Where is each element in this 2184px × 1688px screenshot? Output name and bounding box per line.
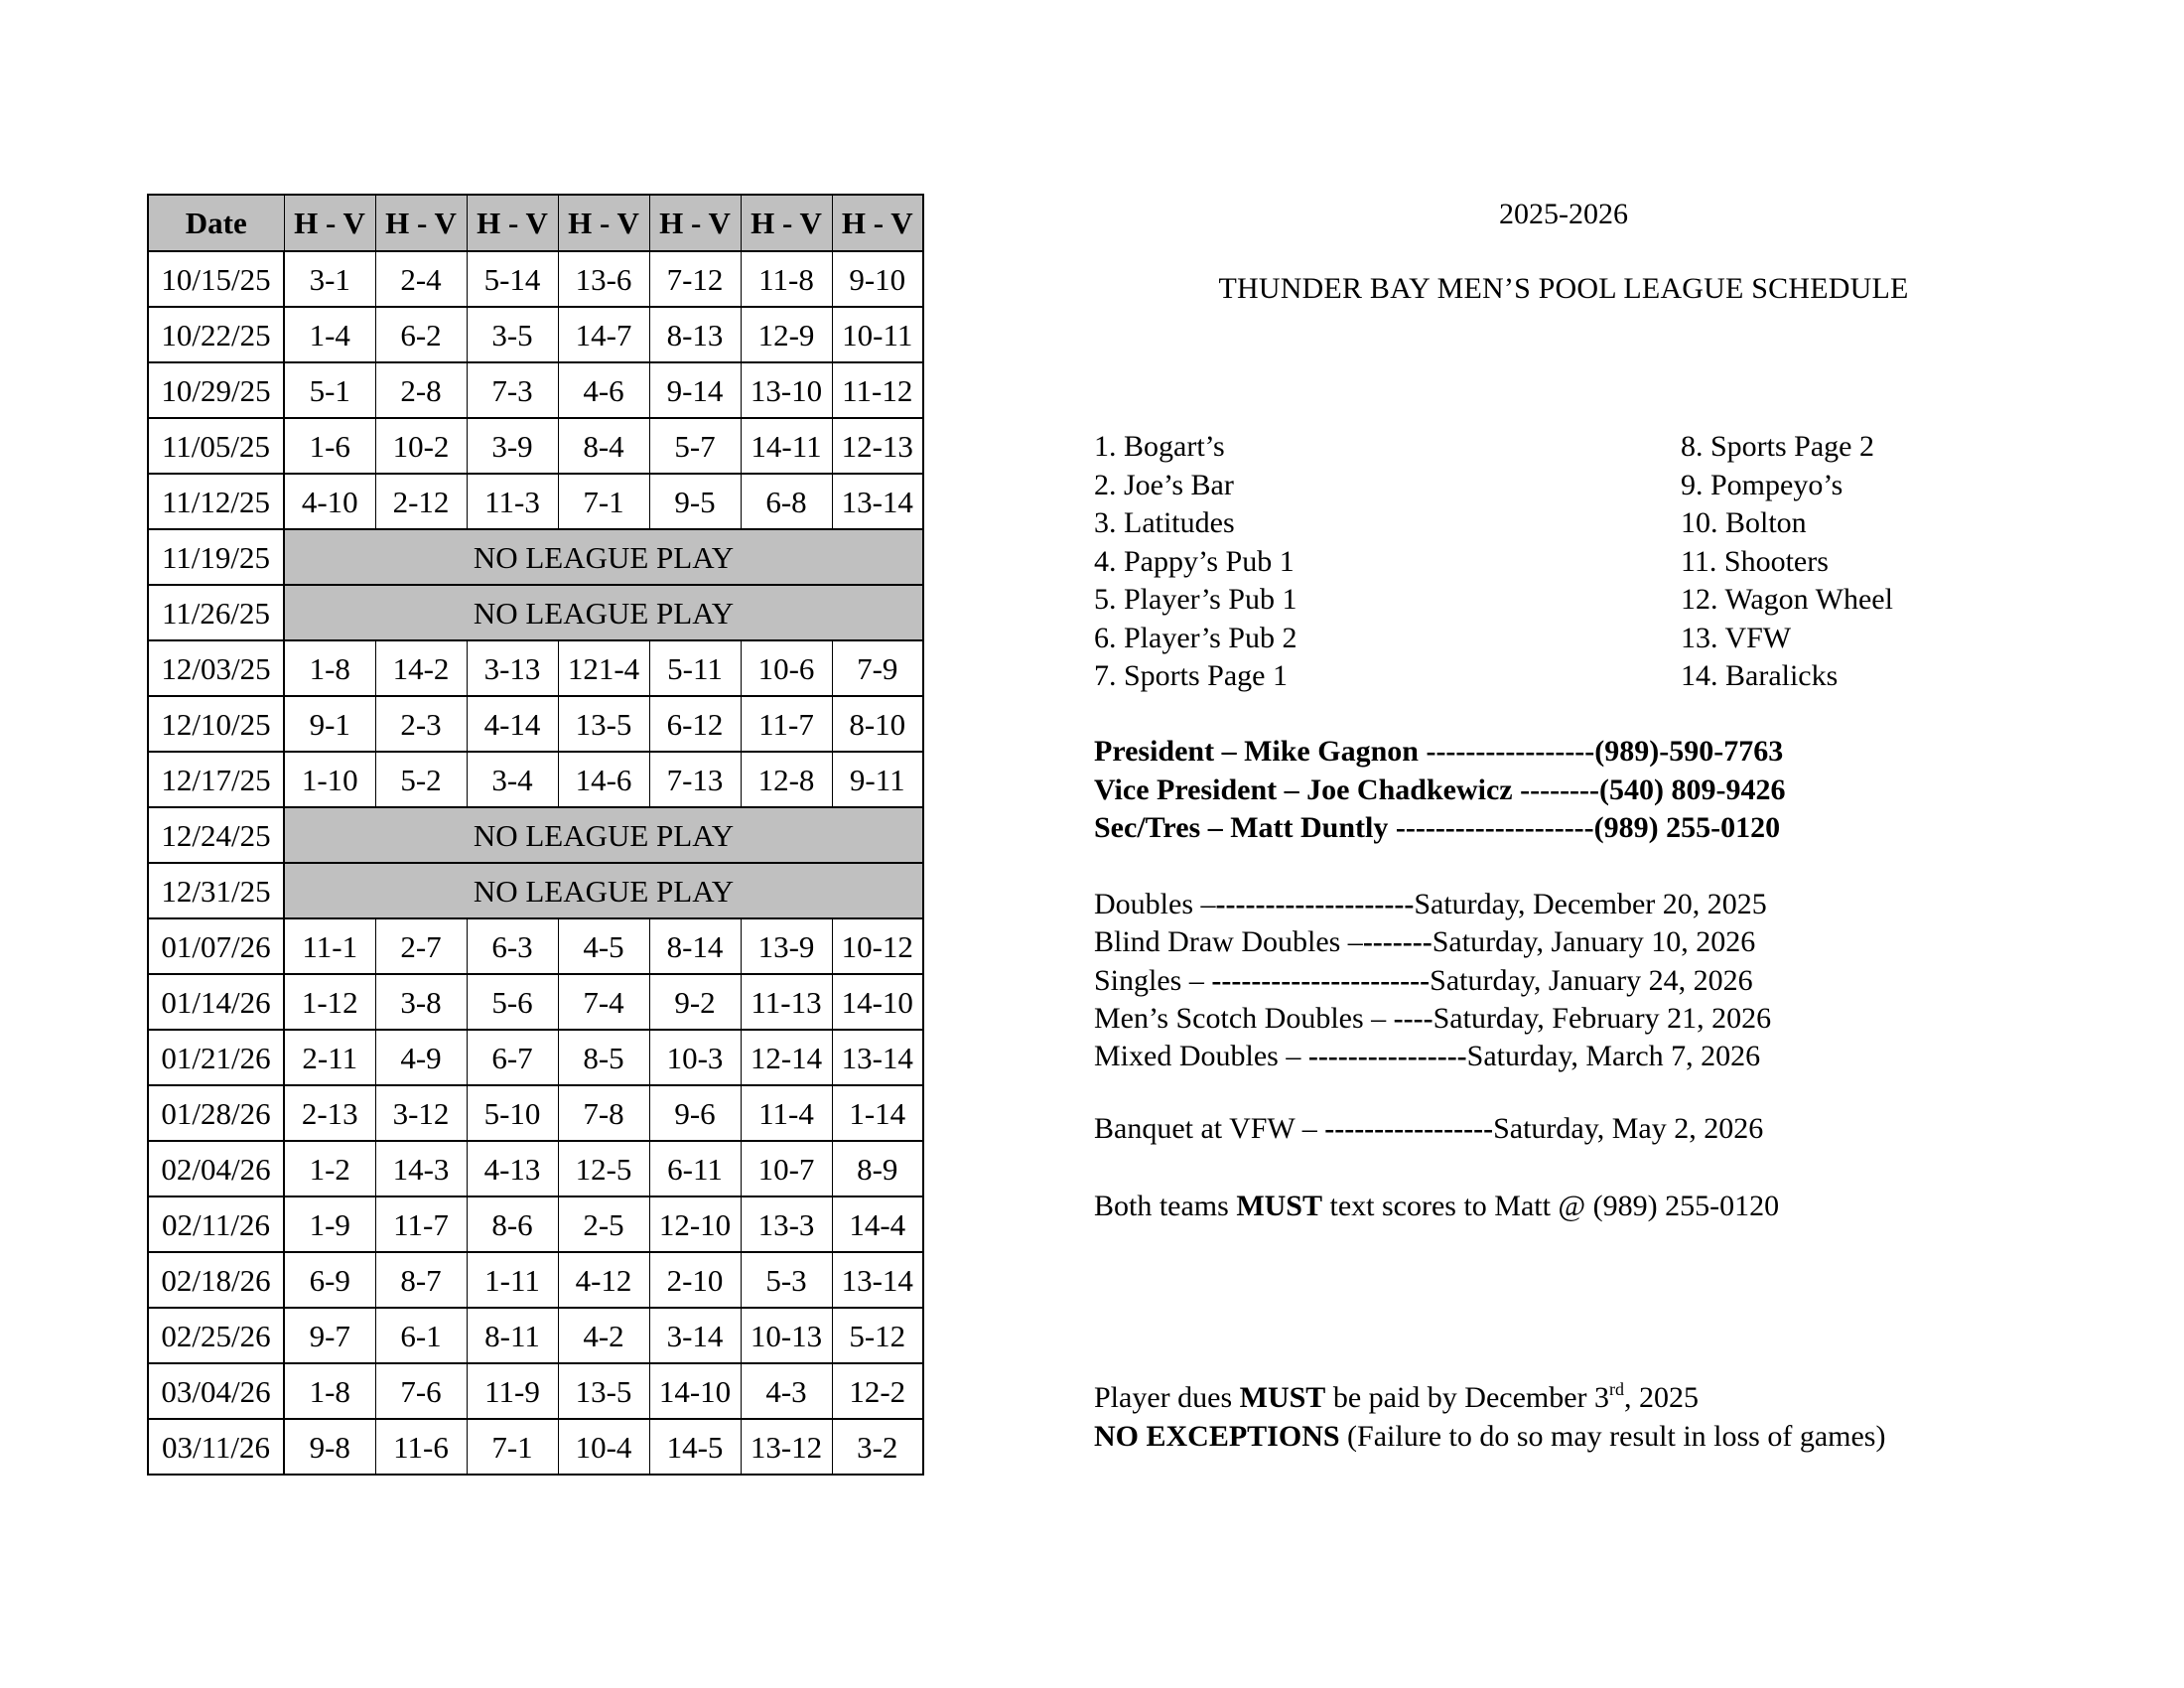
match-cell: 13-5 [558,696,649,752]
table-row [148,1030,923,1085]
event-name: Doubles – [1094,888,1216,920]
no-league-play-cell: NO LEAGUE PLAY [284,807,923,863]
officer-role-name: President – Mike Gagnon [1094,735,1427,768]
date-cell: 12/31/25 [148,863,284,918]
table-row [148,918,923,974]
leader-dashes: ---- [1393,1001,1433,1035]
event-doubles [1094,886,1771,923]
table-row [148,474,923,529]
match-cell: 6-11 [649,1141,741,1196]
table-row [148,1252,923,1308]
event-name: Men’s Scotch Doubles – [1094,1001,1394,1035]
match-cell: 4-6 [558,362,649,418]
match-cell: 14-11 [741,418,832,474]
table-row [148,1196,923,1252]
match-cell: 3-12 [375,1085,467,1141]
match-cell: 8-11 [467,1308,558,1363]
match-cell: 8-7 [375,1252,467,1308]
match-cell: 2-12 [375,474,467,529]
no-league-play-cell: NO LEAGUE PLAY [284,585,923,640]
match-cell: 10-7 [741,1141,832,1196]
event-date: Saturday, May 2, 2026 [1493,1112,1764,1145]
match-cell: 11-6 [375,1419,467,1475]
leader-dashes: ---------------- [1307,1040,1467,1073]
schedule-body [148,251,923,1475]
leader-dashes: ----------------- [1324,1112,1494,1145]
notice-text: Both teams [1094,1190,1237,1222]
match-cell: 6-2 [375,307,467,362]
match-cell: 9-8 [284,1419,375,1475]
match-cell: 1-6 [284,418,375,474]
match-cell: 2-10 [649,1252,741,1308]
team-list-item: 6. Player’s Pub 2 [1094,621,1297,654]
date-cell: 11/05/25 [148,418,284,474]
team-list-left [1094,428,1297,696]
team-list-item: 14. Baralicks [1681,659,1839,692]
date-cell: 02/11/26 [148,1196,284,1252]
team-list-item: 2. Joe’s Bar [1094,468,1234,501]
notice-text: (Failure to do so may result in loss of games) [1339,1420,1886,1453]
team-list-item: 13. VFW [1681,621,1792,654]
match-cell: 7-9 [832,640,923,696]
match-cell: 13-6 [558,251,649,307]
match-cell: 8-13 [649,307,741,362]
team-list-item: 3. Latitudes [1094,506,1235,539]
match-cell: 14-10 [649,1363,741,1419]
match-cell: 1-4 [284,307,375,362]
match-cell: 3-9 [467,418,558,474]
match-cell: 5-14 [467,251,558,307]
date-cell: 12/10/25 [148,696,284,752]
match-cell: 5-3 [741,1252,832,1308]
no-exceptions-line [1094,1417,1885,1456]
team-list-item: 10. Bolton [1681,506,1807,539]
match-cell: 3-2 [832,1419,923,1475]
match-cell: 1-8 [284,1363,375,1419]
table-row [148,1308,923,1363]
column-header-match: H - V [284,195,375,251]
match-cell: 1-12 [284,974,375,1030]
table-row [148,418,923,474]
match-cell: 13-14 [832,474,923,529]
column-header-match: H - V [649,195,741,251]
table-row-no-play [148,585,923,640]
table-row-no-play [148,863,923,918]
officer-role-name: Vice President – Joe Chadkewicz [1094,773,1521,806]
team-list-item: 1. Bogart’s [1094,430,1225,463]
match-cell: 7-13 [649,752,741,807]
date-cell: 12/24/25 [148,807,284,863]
match-cell: 5-7 [649,418,741,474]
schedule-table [147,194,924,1476]
match-cell: 11-7 [741,696,832,752]
match-cell: 2-3 [375,696,467,752]
match-cell: 11-1 [284,918,375,974]
date-cell: 02/04/26 [148,1141,284,1196]
match-cell: 9-5 [649,474,741,529]
column-header-match: H - V [741,195,832,251]
table-row [148,307,923,362]
officer-sec-tres [1094,809,1786,848]
leader-dashes: -------------------- [1215,888,1415,920]
table-row-no-play [148,529,923,585]
match-cell: 2-11 [284,1030,375,1085]
leader-dashes: ----------------- [1426,735,1595,768]
match-cell: 10-4 [558,1419,649,1475]
match-cell: 4-12 [558,1252,649,1308]
match-cell: 12-10 [649,1196,741,1252]
match-cell: 11-9 [467,1363,558,1419]
match-cell: 1-8 [284,640,375,696]
match-cell: 3-4 [467,752,558,807]
date-cell: 01/21/26 [148,1030,284,1085]
match-cell: 11-12 [832,362,923,418]
match-cell: 1-11 [467,1252,558,1308]
match-cell: 4-5 [558,918,649,974]
event-name: Mixed Doubles – [1094,1040,1308,1073]
match-cell: 10-12 [832,918,923,974]
event-mixed-doubles [1094,1038,1771,1075]
notice-emphasis: MUST [1236,1190,1323,1222]
date-cell: 01/07/26 [148,918,284,974]
match-cell: 7-8 [558,1085,649,1141]
match-cell: 8-9 [832,1141,923,1196]
column-header-match: H - V [558,195,649,251]
banquet-line [1094,1112,1763,1146]
match-cell: 10-6 [741,640,832,696]
match-cell: 12-14 [741,1030,832,1085]
table-row [148,696,923,752]
notice-text: text scores to Matt @ (989) 255-0120 [1322,1190,1780,1222]
page-title: THUNDER BAY MEN’S POOL LEAGUE SCHEDULE [1218,272,1909,305]
match-cell: 14-4 [832,1196,923,1252]
table-row [148,362,923,418]
match-cell: 12-13 [832,418,923,474]
dues-line [1094,1378,1885,1417]
match-cell: 1-9 [284,1196,375,1252]
match-cell: 8-4 [558,418,649,474]
leader-dashes: ------- [1362,925,1433,959]
team-list-item: 9. Pompeyo’s [1681,468,1843,501]
date-cell: 02/18/26 [148,1252,284,1308]
date-cell: 02/25/26 [148,1308,284,1363]
match-cell: 4-9 [375,1030,467,1085]
event-date: Saturday, March 7, 2026 [1466,1040,1761,1073]
match-cell: 14-5 [649,1419,741,1475]
notice-emphasis: NO EXCEPTIONS [1094,1420,1340,1453]
match-cell: 13-5 [558,1363,649,1419]
match-cell: 5-1 [284,362,375,418]
event-singles [1094,962,1771,1000]
date-cell: 03/11/26 [148,1419,284,1475]
date-cell: 01/14/26 [148,974,284,1030]
team-list-item: 8. Sports Page 2 [1681,430,1874,463]
match-cell: 6-8 [741,474,832,529]
match-cell: 8-5 [558,1030,649,1085]
match-cell: 12-2 [832,1363,923,1419]
match-cell: 14-2 [375,640,467,696]
table-row [148,752,923,807]
match-cell: 12-8 [741,752,832,807]
date-cell: 10/22/25 [148,307,284,362]
match-cell: 7-4 [558,974,649,1030]
match-cell: 5-12 [832,1308,923,1363]
table-header-row [148,195,923,251]
match-cell: 9-6 [649,1085,741,1141]
match-cell: 7-1 [467,1419,558,1475]
match-cell: 6-1 [375,1308,467,1363]
event-date: Saturday, January 10, 2026 [1432,925,1756,959]
notice-emphasis: MUST [1239,1381,1326,1414]
leader-dashes: ---------------------- [1211,963,1431,997]
officer-phone: (540) 809-9426 [1599,773,1786,806]
table-row-no-play [148,807,923,863]
leader-dashes: -------------------- [1395,811,1594,844]
match-cell: 4-2 [558,1308,649,1363]
match-cell: 13-3 [741,1196,832,1252]
match-cell: 12-9 [741,307,832,362]
match-cell: 3-8 [375,974,467,1030]
officer-role-name: Sec/Tres – Matt Duntly [1094,811,1396,844]
tournament-dates [1094,886,1771,1075]
event-date: Saturday, February 21, 2026 [1433,1001,1772,1035]
match-cell: 11-13 [741,974,832,1030]
match-cell: 3-1 [284,251,375,307]
match-cell: 11-7 [375,1196,467,1252]
date-cell: 12/03/25 [148,640,284,696]
team-list-item: 11. Shooters [1681,544,1829,578]
notice-text: be paid by December 3 [1325,1381,1610,1414]
match-cell: 14-7 [558,307,649,362]
table-row [148,1419,923,1475]
match-cell: 6-7 [467,1030,558,1085]
match-cell: 14-6 [558,752,649,807]
match-cell: 6-9 [284,1252,375,1308]
match-cell: 9-14 [649,362,741,418]
match-cell: 7-1 [558,474,649,529]
scores-notice [1094,1190,1779,1223]
match-cell: 9-10 [832,251,923,307]
match-cell: 2-8 [375,362,467,418]
team-list-right [1681,428,1893,696]
season-label: 2025-2026 [1499,198,1628,230]
dues-notice [1094,1378,1885,1456]
column-header-match: H - V [467,195,558,251]
match-cell: 2-4 [375,251,467,307]
match-cell: 10-13 [741,1308,832,1363]
match-cell: 3-13 [467,640,558,696]
match-cell: 4-13 [467,1141,558,1196]
match-cell: 1-10 [284,752,375,807]
event-mens-scotch-doubles [1094,1000,1771,1038]
match-cell: 11-8 [741,251,832,307]
match-cell: 13-9 [741,918,832,974]
match-cell: 13-14 [832,1030,923,1085]
match-cell: 10-3 [649,1030,741,1085]
match-cell: 9-11 [832,752,923,807]
ordinal-suffix: rd [1609,1379,1625,1399]
team-list-item: 4. Pappy’s Pub 1 [1094,544,1295,578]
column-header-match: H - V [832,195,923,251]
match-cell: 5-11 [649,640,741,696]
match-cell: 3-5 [467,307,558,362]
match-cell: 4-14 [467,696,558,752]
table-row [148,974,923,1030]
match-cell: 9-2 [649,974,741,1030]
match-cell: 11-3 [467,474,558,529]
match-cell: 1-2 [284,1141,375,1196]
no-league-play-cell: NO LEAGUE PLAY [284,863,923,918]
table-row [148,1363,923,1419]
officers-list [1094,733,1786,848]
notice-text: Player dues [1094,1381,1240,1414]
date-cell: 03/04/26 [148,1363,284,1419]
table-row [148,251,923,307]
match-cell: 13-12 [741,1419,832,1475]
match-cell: 8-14 [649,918,741,974]
match-cell: 14-10 [832,974,923,1030]
notice-text: , 2025 [1624,1381,1700,1414]
match-cell: 7-3 [467,362,558,418]
match-cell: 2-13 [284,1085,375,1141]
team-list-item: 12. Wagon Wheel [1681,583,1893,616]
team-list-item: 7. Sports Page 1 [1094,659,1288,692]
date-cell: 11/12/25 [148,474,284,529]
officer-phone: (989) 255-0120 [1593,811,1781,844]
date-cell: 10/15/25 [148,251,284,307]
match-cell: 8-6 [467,1196,558,1252]
event-name: Singles – [1094,963,1212,997]
match-cell: 4-3 [741,1363,832,1419]
date-cell: 11/19/25 [148,529,284,585]
match-cell: 6-3 [467,918,558,974]
match-cell: 12-5 [558,1141,649,1196]
no-league-play-cell: NO LEAGUE PLAY [284,529,923,585]
match-cell: 5-10 [467,1085,558,1141]
event-date: Saturday, December 20, 2025 [1414,888,1767,920]
leader-dashes: -------- [1520,773,1600,806]
match-cell: 9-7 [284,1308,375,1363]
officer-president [1094,733,1786,772]
match-cell: 10-11 [832,307,923,362]
match-cell: 1-14 [832,1085,923,1141]
officer-vice-president [1094,772,1786,810]
match-cell: 13-10 [741,362,832,418]
match-cell: 4-10 [284,474,375,529]
table-row [148,1085,923,1141]
event-name: Banquet at VFW – [1094,1112,1325,1145]
column-header-date: Date [148,195,284,251]
match-cell: 3-14 [649,1308,741,1363]
match-cell: 5-2 [375,752,467,807]
event-date: Saturday, January 24, 2026 [1430,963,1753,997]
match-cell: 2-5 [558,1196,649,1252]
match-cell: 8-10 [832,696,923,752]
team-list-item: 5. Player’s Pub 1 [1094,583,1297,616]
match-cell: 11-4 [741,1085,832,1141]
match-cell: 7-12 [649,251,741,307]
table-row [148,1141,923,1196]
table-row [148,640,923,696]
column-header-match: H - V [375,195,467,251]
match-cell: 121-4 [558,640,649,696]
date-cell: 01/28/26 [148,1085,284,1141]
event-blind-draw-doubles [1094,923,1771,961]
match-cell: 5-6 [467,974,558,1030]
event-name: Blind Draw Doubles – [1094,925,1363,959]
match-cell: 10-2 [375,418,467,474]
date-cell: 12/17/25 [148,752,284,807]
match-cell: 13-14 [832,1252,923,1308]
match-cell: 6-12 [649,696,741,752]
match-cell: 9-1 [284,696,375,752]
date-cell: 10/29/25 [148,362,284,418]
officer-phone: (989)-590-7763 [1594,735,1784,768]
match-cell: 2-7 [375,918,467,974]
match-cell: 7-6 [375,1363,467,1419]
match-cell: 14-3 [375,1141,467,1196]
date-cell: 11/26/25 [148,585,284,640]
